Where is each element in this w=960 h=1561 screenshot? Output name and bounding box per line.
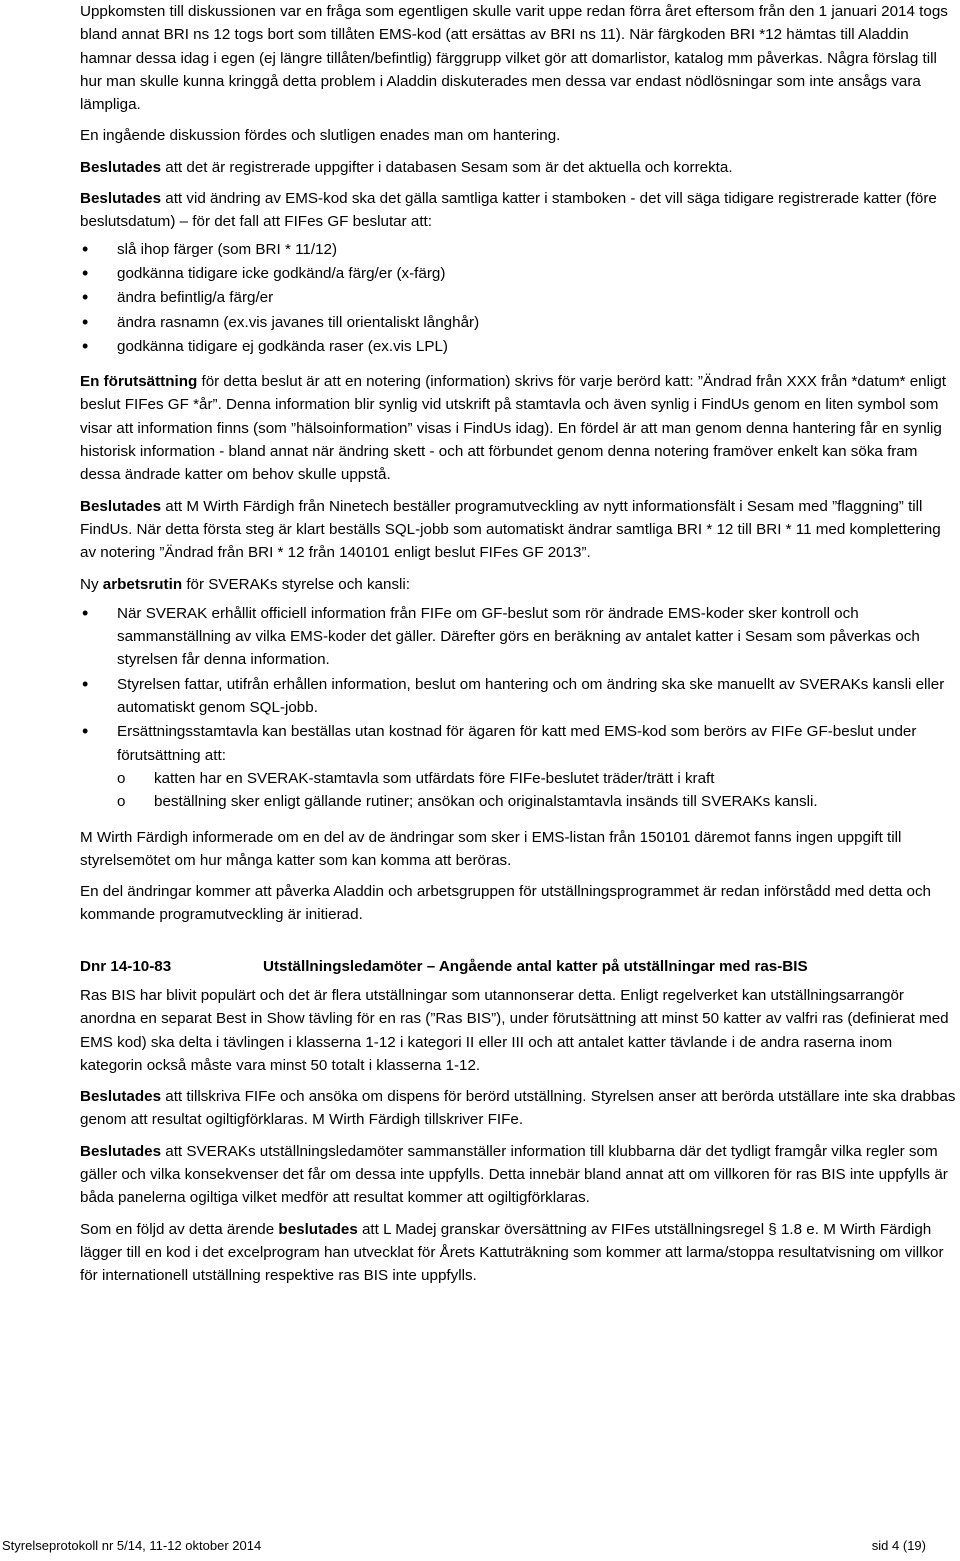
routine-list — [80, 602, 958, 814]
section-intro: Ras BIS har blivit populärt och det är flera utställningar som utannonserar detta. Enligt regelverket kan utställningsarrangör anordna en separat Best in Show tävling för en ras (”Ras BIS”), under förutsättning att minst 50 katter av valfri ras (definierat med EMS kod) ska delta i tävlingen i klasserna 1-12 i kategori II eller III och att antalet katter tävlande i de andra raserna inom kategorin också måste vara minst 50 totalt i klasserna 1-12. — [80, 986, 949, 1074]
list-item: • ändra befintlig/a färg/er — [80, 286, 958, 309]
section-decision-2-keyword: Beslutades — [80, 1142, 162, 1160]
routine-keyword: arbetsrutin — [102, 575, 183, 593]
document-page — [80, 0, 958, 1296]
section-heading — [80, 955, 958, 978]
section-title: Utställningsledamöter – Angående antal katter på utställningar med ras-BIS — [263, 957, 808, 975]
section-decision-3-pre: Som en följd av detta ärende — [80, 1220, 279, 1238]
section-decision-3 — [80, 1218, 958, 1288]
decision-3-keyword: Beslutades — [80, 497, 162, 515]
decision-3 — [80, 495, 958, 565]
section-decision-1-keyword: Beslutades — [80, 1088, 162, 1106]
decision-2-text: att vid ändring av EMS-kod ska det gälla samtliga katter i stamboken - det vill säga tidigare registrerade katter (före beslutsdatum) – för det fall att FIFes GF beslutar att: — [80, 190, 937, 231]
list-item: • godkänna tidigare icke godkänd/a färg/er (x-färg) — [80, 262, 958, 285]
discussion-paragraph — [80, 124, 958, 147]
list-item: • slå ihop färger (som BRI * 11/12) — [80, 238, 958, 261]
intro-text: Uppkomsten till diskussionen var en fråga som egentligen skulle varit uppe redan förra året eftersom från den 1 januari 2014 togs bland annat BRI ns 12 togs bort som tillåten EMS-kod (att ersättas av BRI ns 11). När färgkoden BRI *12 hämtas till Aladdin hamnar dessa idag i egen (ej längre tillåten/befintlig) färggrupp vilket gör att domarlistor, katalog mm påverkas. Några förslag till hur man skulle kunna kringgå detta problem i Aladdin diskuterades men dessa var endast nödlösningar som inte ansågs vara lämpliga. — [80, 3, 948, 114]
list-item: • Styrelsen fattar, utifrån erhållen information, beslut om hantering och om ändring ska ske manuellt av SVERAKs kansli eller automatiskt genom SQL-jobb. — [80, 673, 958, 720]
section-decision-3-keyword: beslutades — [278, 1220, 358, 1238]
list-item: • godkänna tidigare ej godkända raser (ex.vis LPL) — [80, 335, 958, 358]
sub-list — [117, 767, 958, 814]
decision-3-text: att M Wirth Färdigh från Ninetech beställer programutveckling av nytt informationsfält i Sesam med ”flaggning” till FindUs. När detta första steg är klart beställs SQL-jobb som automatiskt ändrar samtliga BRI * 12 till BRI * 11 med komplettering av notering ”Ändrad från BRI * 12 från 140101 enligt beslut FIFes GF 2013”. — [80, 497, 941, 562]
section-decision-2 — [80, 1140, 958, 1210]
info-paragraph-1: M Wirth Färdigh informerade om en del av de ändringar som sker i EMS-listan från 150101 däremot fanns ingen uppgift till styrelsemötet om hur många katter som kan komma att beröras. — [80, 828, 902, 869]
decision-1-keyword: Beslutades — [80, 158, 162, 176]
routine-post: för SVERAKs styrelse och kansli: — [182, 575, 411, 593]
decision-2 — [80, 187, 958, 234]
list-item: • När SVERAK erhållit officiell information från FIFe om GF-beslut som rör ändrade EMS-koder sker kontroll och sammanställning av vilka EMS-koder det gäller. Därefter görs en beräkning av antalet katter i Sesam som påverkas och styrelsen får denna information. — [80, 602, 958, 672]
section-decision-1 — [80, 1085, 958, 1132]
section-decision-3-text: att L Madej granskar översättning av FIFes utställningsregel § 1.8 e. M Wirth Färdigh lägger till en kod i det excelprogram han utvecklat för Årets Kattuträkning som kommer att larma/stoppa resultatvisning om villkor för internationell utställning respektive ras BIS inte uppfylls. — [80, 1220, 944, 1285]
section-decision-2-text: att SVERAKs utställningsledamöter sammanställer information till klubbarna där det tydligt framgår vilka regler som gäller och vilka konsekvenser det får om dessa inte uppfylls. Detta innebär bland annat att om villkoren för ras BIS inte uppfylls är båda panelerna ogiltiga vilket medför att resultat kommer att ogiltigförklaras. — [80, 1142, 948, 1207]
section-dnr: Dnr 14-10-83 — [80, 957, 172, 975]
list-item-text: Ersättningsstamtavla kan beställas utan kostnad för ägaren för katt med EMS-kod som berörs av FIFe GF-beslut under förutsättning att: — [117, 723, 917, 764]
list-item — [80, 720, 958, 813]
routine-pre: Ny — [80, 575, 103, 593]
sub-list-item: o beställning sker enligt gällande rutiner; ansökan och originalstamtavla insänds till SVERAKs kansli. — [80, 790, 958, 813]
section-decision-1-text: att tillskriva FIFe och ansöka om dispens för berörd utställning. Styrelsen anser att berörda utställare inte ska drabbas genom att resultat ogiltigförklaras. M Wirth Färdigh tillskriver FIFe. — [80, 1088, 956, 1129]
footer-protocol: Styrelseprotokoll nr 5/14, 11-12 oktober 2014 — [2, 1538, 262, 1553]
discussion-text: En ingående diskussion fördes och slutligen enades man om hantering. — [80, 127, 561, 145]
decision-2-list — [80, 238, 958, 358]
decision-2-keyword: Beslutades — [80, 190, 162, 208]
sub-list-item: o katten har en SVERAK-stamtavla som utfärdats före FIFe-beslutet träder/trätt i kraft — [80, 767, 958, 790]
intro-paragraph — [80, 0, 958, 116]
routine-heading — [80, 573, 958, 596]
decision-1 — [80, 156, 958, 179]
precondition-keyword: En förutsättning — [80, 373, 198, 391]
precondition-text: för detta beslut är att en notering (information) skrivs för varje berörd katt: ”Ändrad från XXX från *datum* enligt beslut FIFes GF *år”. Denna information blir synlig vid utskrift på stamtavla och även synlig i FindUs genom en liten symbol som visar att information finns (som ”hälsoinformation” visas i FindUs idag). En fördel är att man genom denna hantering får en synlig historisk information - bland annat när ändring skett - och att förbundet genom denna notering framöver enkelt kan söka fram dessa ändrade katter om behov skulle uppstå. — [80, 373, 947, 484]
footer-page-number: sid 4 (19) — [871, 1538, 926, 1553]
precondition-paragraph — [80, 370, 958, 486]
decision-1-text: att det är registrerade uppgifter i databasen Sesam som är det aktuella och korrekta. — [161, 158, 733, 176]
list-item: • ändra rasnamn (ex.vis javanes till orientaliskt långhår) — [80, 311, 958, 334]
info-paragraph-2: En del ändringar kommer att påverka Aladdin och arbetsgruppen för utställningsprogrammet är redan införstådd med detta och kommande programutveckling är initierad. — [80, 883, 931, 924]
